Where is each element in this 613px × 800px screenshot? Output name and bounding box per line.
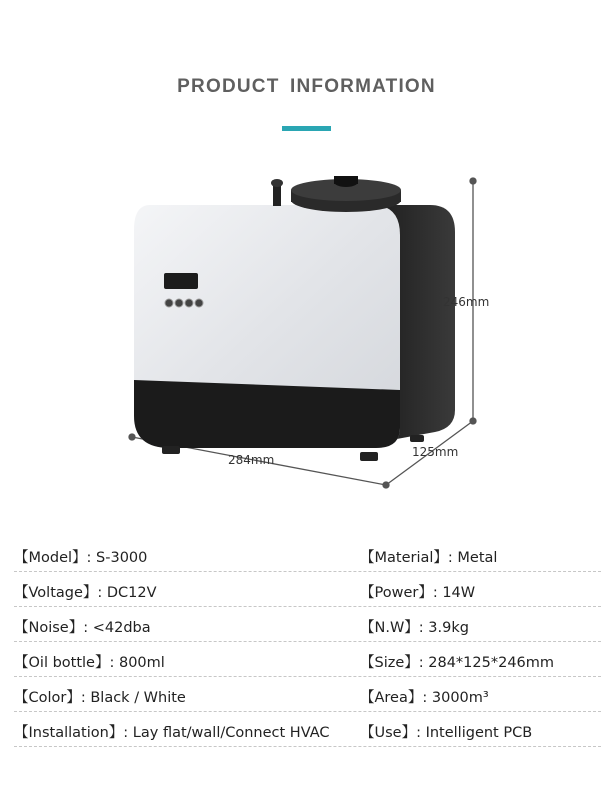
page-title: PRODUCT INFORMATION xyxy=(177,76,436,97)
spec-row xyxy=(14,573,601,607)
spec-row xyxy=(14,608,601,642)
spec-size: 【Size】: 284*125*246mm xyxy=(360,655,555,671)
spec-material: 【Material】: Metal xyxy=(360,550,498,566)
dimension-depth: 125mm xyxy=(412,445,459,459)
title-accent-bar xyxy=(282,126,331,131)
spec-voltage: 【Voltage】: DC12V xyxy=(14,585,157,601)
spec-installation: 【Installation】: Lay flat/wall/Connect HVAC xyxy=(14,725,330,741)
spec-row xyxy=(14,713,601,747)
spec-model: 【Model】: S-3000 xyxy=(14,550,148,566)
spec-use: 【Use】: Intelligent PCB xyxy=(360,725,533,741)
spec-row xyxy=(14,643,601,677)
spec-row xyxy=(14,678,601,712)
spec-color: 【Color】: Black / White xyxy=(14,690,186,706)
spec-table xyxy=(14,538,601,748)
spec-net-weight: 【N.W】: 3.9kg xyxy=(360,620,469,636)
spec-row xyxy=(14,538,601,572)
dimension-height: 246mm xyxy=(443,295,490,309)
spec-noise: 【Noise】: <42dba xyxy=(14,620,151,636)
dimension-width: 284mm xyxy=(228,453,275,467)
spec-area: 【Area】: 3000m³ xyxy=(360,690,489,706)
spec-oil-bottle: 【Oil bottle】: 800ml xyxy=(14,655,165,671)
spec-power: 【Power】: 14W xyxy=(360,585,476,601)
